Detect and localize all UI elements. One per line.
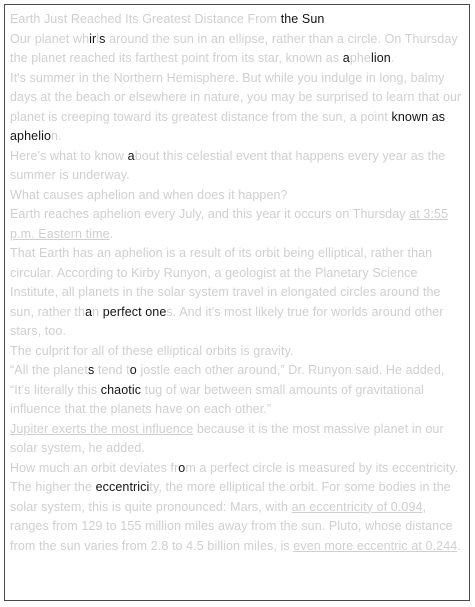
highlighted-text: eccentrici — [95, 480, 150, 494]
paragraph-intro — [10, 30, 466, 69]
text-run: n — [92, 304, 103, 319]
paragraph-summer — [10, 69, 466, 147]
text-run: . — [109, 226, 114, 241]
text-run: l — [96, 31, 100, 46]
paragraph-july — [10, 205, 466, 244]
text-run: , ranges from 129 to 155 million miles away from the sun. Pluto, whose distance from the sun varies from 2.8 to 4.5 billion miles, is — [10, 499, 453, 553]
text-run: The culprit for all of these elliptical orbits is gravity. — [10, 343, 294, 358]
text-run: Earth reaches aphelion every July, and this year it occurs on Thursday — [10, 207, 410, 221]
paragraph-heading-causes — [10, 186, 466, 206]
paragraph-title — [10, 10, 466, 30]
text-run: Our planet wh — [10, 31, 90, 46]
document-body — [10, 10, 466, 556]
inline-link[interactable]: Jupiter exerts the most influence — [10, 421, 194, 436]
text-run: Here's what to know — [10, 148, 128, 163]
text-run: around the sun in an ellipse, rather than a circle. On Thursday the planet reached its farthest point from its star, known as — [10, 31, 458, 65]
highlighted-text: a — [85, 304, 93, 319]
highlighted-text: chaotic — [100, 382, 142, 397]
highlighted-text: known as aphelio — [10, 109, 446, 143]
highlighted-text: o — [178, 460, 186, 475]
text-run: Earth Just Reached Its Greatest Distance From — [10, 12, 281, 26]
text-run: . — [390, 51, 395, 65]
text-run: What causes aphelion and when does it happen? — [10, 187, 288, 202]
paragraph-what-to-know — [10, 147, 466, 186]
highlighted-text: s — [87, 363, 95, 377]
highlighted-text: o — [129, 363, 137, 377]
text-run: tend t — [94, 363, 130, 377]
inline-link[interactable]: an eccentricity of 0.094 — [291, 499, 423, 514]
highlighted-text: a — [127, 148, 135, 163]
highlighted-text: lion — [370, 51, 391, 65]
text-run: It's summer in the Northern Hemisphere. But while you indulge in long, balmy days at the beach or elsewhere in nature, you may be surprised to learn that our planet is creeping toward its greatest distance from the sun, a point — [10, 70, 462, 124]
highlighted-text: the Sun — [280, 12, 325, 26]
highlighted-text: ir — [89, 31, 97, 46]
paragraph-quote — [10, 361, 466, 420]
text-run: How much an orbit deviates fr — [10, 460, 179, 475]
text-run: jostle each other around,” Dr. Runyon said. He added, “It’s literally this — [10, 363, 445, 397]
paragraph-runyon — [10, 244, 466, 342]
paragraph-culprit — [10, 342, 466, 362]
text-run: s. And it's most likely true for worlds around other stars, too. — [10, 304, 444, 338]
highlighted-text: s — [99, 31, 106, 46]
document-frame — [4, 4, 470, 601]
text-run: n. — [51, 129, 62, 143]
text-run: That Earth has an aphelion is a result of its orbit being elliptical, rather than circular. According to Kirby Runyon, a geologist at the Planetary Science Institute, all planets in the solar system travel in elongated circles around the sun, rather th — [10, 246, 441, 319]
paragraph-jupiter — [10, 420, 466, 459]
text-run: ty, the more elliptical the orbit. For some bodies in the solar system, this is quite pronounced: Mars, with — [10, 480, 451, 514]
inline-link[interactable]: at 3:55 p.m. Eastern time — [10, 207, 449, 241]
highlighted-text: perfect one — [102, 304, 167, 319]
text-run: because it is the most massive planet in our solar system, he added. — [10, 421, 444, 455]
text-run: phe — [349, 51, 371, 65]
text-run: tug of war between small amounts of gravitational influence that the planets have on each other.” — [10, 382, 425, 416]
text-run: m a perfect circle is measured by its eccentricity. The higher the — [10, 460, 459, 494]
text-run: . — [457, 538, 461, 553]
highlighted-text: a — [342, 51, 350, 65]
paragraph-eccentricity — [10, 459, 466, 557]
text-run: “All the planet — [10, 363, 88, 377]
inline-link[interactable]: even more eccentric at 0.244 — [293, 538, 458, 553]
text-run: bout this celestial event that happens every year as the summer is underway. — [10, 148, 446, 182]
